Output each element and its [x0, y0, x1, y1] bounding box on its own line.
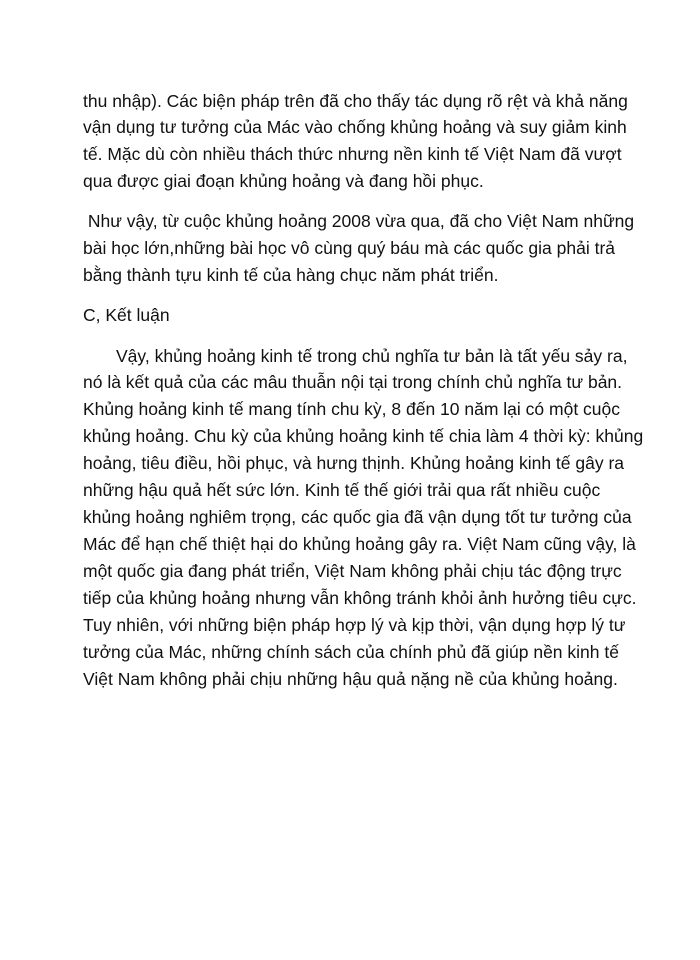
text-line: khủng hoảng nghiêm trọng, các quốc gia đã vận dụng tốt tư tưởng của — [83, 507, 632, 527]
text-line: vận dụng tư tưởng của Mác vào chống khủng hoảng và suy giảm kinh — [83, 117, 627, 137]
text-line: nó là kết quả của các mâu thuẫn nội tại trong chính chủ nghĩa tư bản. — [83, 372, 623, 392]
text-line: Mác để hạn chế thiệt hại do khủng hoảng gây ra. Việt Nam cũng vậy, là — [83, 534, 636, 554]
text-line: tiếp của khủng hoảng nhưng vẫn không tránh khỏi ảnh hưởng tiêu cực. — [83, 588, 637, 608]
text-line: tế. Mặc dù còn nhiều thách thức nhưng nền kinh tế Việt Nam đã vượt — [83, 144, 622, 164]
text-line: tưởng của Mác, những chính sách của chính phủ đã giúp nền kinh tế — [83, 642, 619, 662]
text-line: những hậu quả hết sức lớn. Kinh tế thế giới trải qua rất nhiều cuộc — [83, 480, 601, 500]
text-line: qua được giai đoạn khủng hoảng và đang hồi phục. — [83, 171, 484, 191]
text-line: thu nhập). Các biện pháp trên đã cho thấy tác dụng rõ rệt và khả năng — [83, 91, 628, 111]
text-line: bằng thành tựu kinh tế của hàng chục năm phát triển. — [83, 265, 499, 285]
section-heading: C, Kết luận — [83, 305, 170, 325]
text-line: Như vậy, từ cuộc khủng hoảng 2008 vừa qua, đã cho Việt Nam những — [83, 211, 635, 231]
text-line: hoảng, tiêu điều, hồi phục, và hưng thịnh. Khủng hoảng kinh tế gây ra — [83, 453, 625, 473]
text-line: bài học lớn,những bài học vô cùng quý báu mà các quốc gia phải trả — [83, 238, 616, 258]
text-line: Khủng hoảng kinh tế mang tính chu kỳ, 8 đến 10 năm lại có một cuộc — [83, 399, 621, 419]
text-line: một quốc gia đang phát triển, Việt Nam không phải chịu tác động trực — [83, 561, 622, 581]
text-line: Tuy nhiên, với những biện pháp hợp lý và kịp thời, vận dụng hợp lý tư — [83, 615, 626, 635]
text-line: Vậy, khủng hoảng kinh tế trong chủ nghĩa tư bản là tất yếu sảy ra, — [116, 346, 628, 366]
text-line: Việt Nam không phải chịu những hậu quả nặng nề của khủng hoảng. — [83, 669, 618, 689]
text-line: khủng hoảng. Chu kỳ của khủng hoảng kinh tế chia làm 4 thời kỳ: khủng — [83, 426, 644, 446]
